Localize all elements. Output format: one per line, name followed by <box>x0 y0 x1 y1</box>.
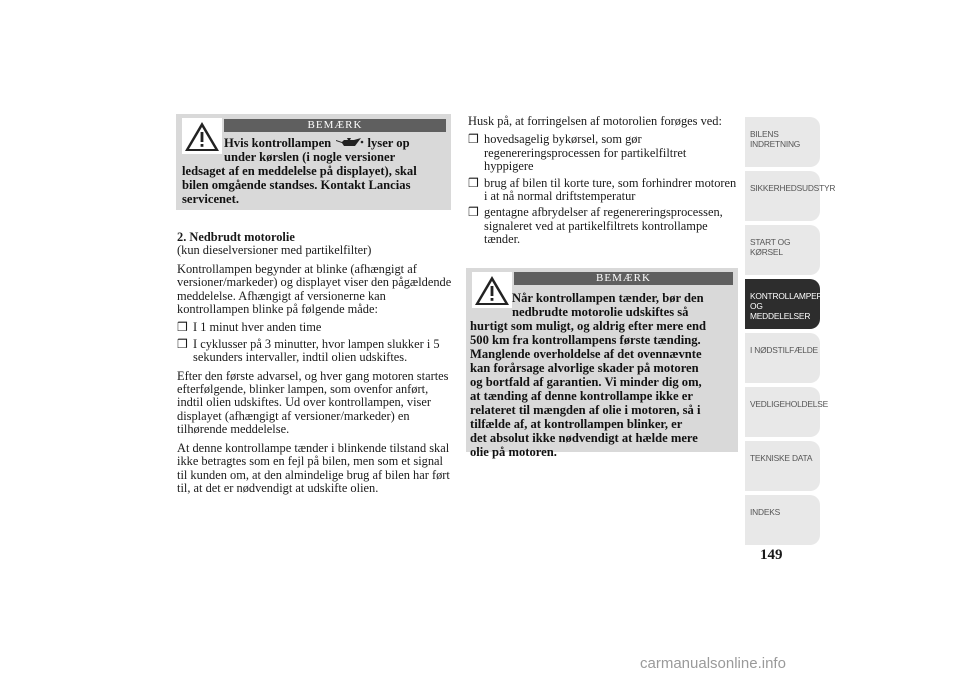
list-item: ❒ I cyklusser på 3 minutter, hvor lampen slukker i 5 sekunders intervaller, indtil olien udskiftes. <box>177 336 440 365</box>
oil-can-icon <box>334 137 364 148</box>
bullet-checkbox-icon: ❒ <box>177 336 188 351</box>
warning-note-2 <box>466 268 738 459</box>
tab-vedligeholdelse[interactable]: VEDLIGEHOLDELSE <box>745 387 820 437</box>
page-number: 149 <box>760 547 783 563</box>
tab-i-nodstilfaelde[interactable]: I NØDSTILFÆLDE <box>745 333 820 383</box>
note-text: under kørslen (i nogle versioner <box>224 150 396 164</box>
bullet-checkbox-icon: ❒ <box>177 320 188 335</box>
chapter-tabs <box>745 117 836 549</box>
paragraph: Efter den første advarsel, og hver gang motoren startes efterfølgende, blinker lampen, som ovenfor anført, indtil olien udskiftes. Ud over kontrollampen, viser displayet (afhængigt af versioner/markeder) en tilhørende meddelelse. <box>177 368 449 437</box>
tab-kontrollamper-og-meddelelser[interactable]: KONTROLLAMPER OG MEDDELELSER <box>745 279 820 329</box>
note-text: Hvis kontrollampen <box>224 136 332 150</box>
note-text: det absolut ikke nødvendigt at hælde mere <box>470 431 698 445</box>
tab-start-og-korsel[interactable]: START OG KØRSEL <box>745 225 820 275</box>
note-header: BEMÆRK <box>514 272 733 285</box>
warning-note-1 <box>176 114 451 210</box>
tab-sikkerhedsudstyr[interactable]: SIKKERHEDSUDSTYR <box>745 171 820 221</box>
note-text: Når kontrollampen tænder, bør den <box>512 291 704 305</box>
note-body <box>182 136 447 206</box>
bullet-checkbox-icon: ❒ <box>468 175 479 190</box>
watermark: carmanualsonline.info <box>640 655 786 672</box>
note-text: 500 km fra kontrollampens første tænding. <box>470 333 701 347</box>
note-text: Manglende overholdelse af det ovennævnte <box>470 347 702 361</box>
paragraph: At denne kontrollampe tænder i blinkende tilstand skal ikke betragtes som en fejl på bilen, men som et signal til kunden om, at den almindelige brug af bilen har ført til, at det er nødvendigt at udskifte olien. <box>177 440 450 495</box>
list-item: ❒ I 1 minut hver anden time <box>177 320 322 335</box>
tab-indeks[interactable]: INDEKS <box>745 495 820 545</box>
note-body <box>470 291 736 459</box>
left-column <box>177 231 452 500</box>
list-item: ❒ hovedsagelig bykørsel, som gør regenereringsprocessen for partikelfiltret hyppigere <box>468 132 687 174</box>
paragraph: Husk på, at forringelsen af motorolien forøges ved: <box>468 114 722 128</box>
bullet-checkbox-icon: ❒ <box>468 205 479 220</box>
note-header: BEMÆRK <box>224 119 446 132</box>
note-text: og bortfald af garantien. Vi minder dig om, <box>470 375 702 389</box>
section-title: 2. Nedbrudt motorolie <box>177 230 295 244</box>
note-text: bilen omgående standses. Kontakt Lancias <box>182 178 411 192</box>
note-text: lyser op <box>367 136 410 150</box>
note-text: at tænding af denne kontrollampe ikke er <box>470 389 693 403</box>
note-text: relateret til mængden af olie i motoren, så i <box>470 403 701 417</box>
note-text: servicenet. <box>182 192 239 206</box>
note-text: tilfælde af, at kontrollampen blinker, er <box>470 417 683 431</box>
note-text: ledsaget af en meddelelse på displayet), skal <box>182 164 417 178</box>
tab-bilens-indretning[interactable]: BILENS INDRETNING <box>745 117 820 167</box>
section-subtitle: (kun dieselversioner med partikelfilter) <box>177 243 372 258</box>
list-item: ❒ gentagne afbrydelser af regenereringsprocessen, signaleret ved at partikelfiltrets kontrollampe tænder. <box>468 205 723 247</box>
note-text: olie på motoren. <box>470 445 557 459</box>
bullet-checkbox-icon: ❒ <box>468 132 479 147</box>
list-item: ❒ brug af bilen til korte ture, som forhindrer motoren i at nå normal driftstemperatur <box>468 175 737 204</box>
right-column <box>468 115 738 250</box>
note-text: kan forårsage alvorlige skader på motoren <box>470 361 699 375</box>
tab-tekniske-data[interactable]: TEKNISKE DATA <box>745 441 820 491</box>
paragraph: Kontrollampen begynder at blinke (afhængigt af versioner/markeder) og displayet viser den pågældende meddelelse. Afhængigt af versionerne kan kontrollampen blinke på følgende måde: <box>177 261 452 317</box>
note-text: hurtigt som muligt, og aldrig efter mere end <box>470 319 706 333</box>
note-text: nedbrudte motorolie udskiftes så <box>512 305 689 319</box>
